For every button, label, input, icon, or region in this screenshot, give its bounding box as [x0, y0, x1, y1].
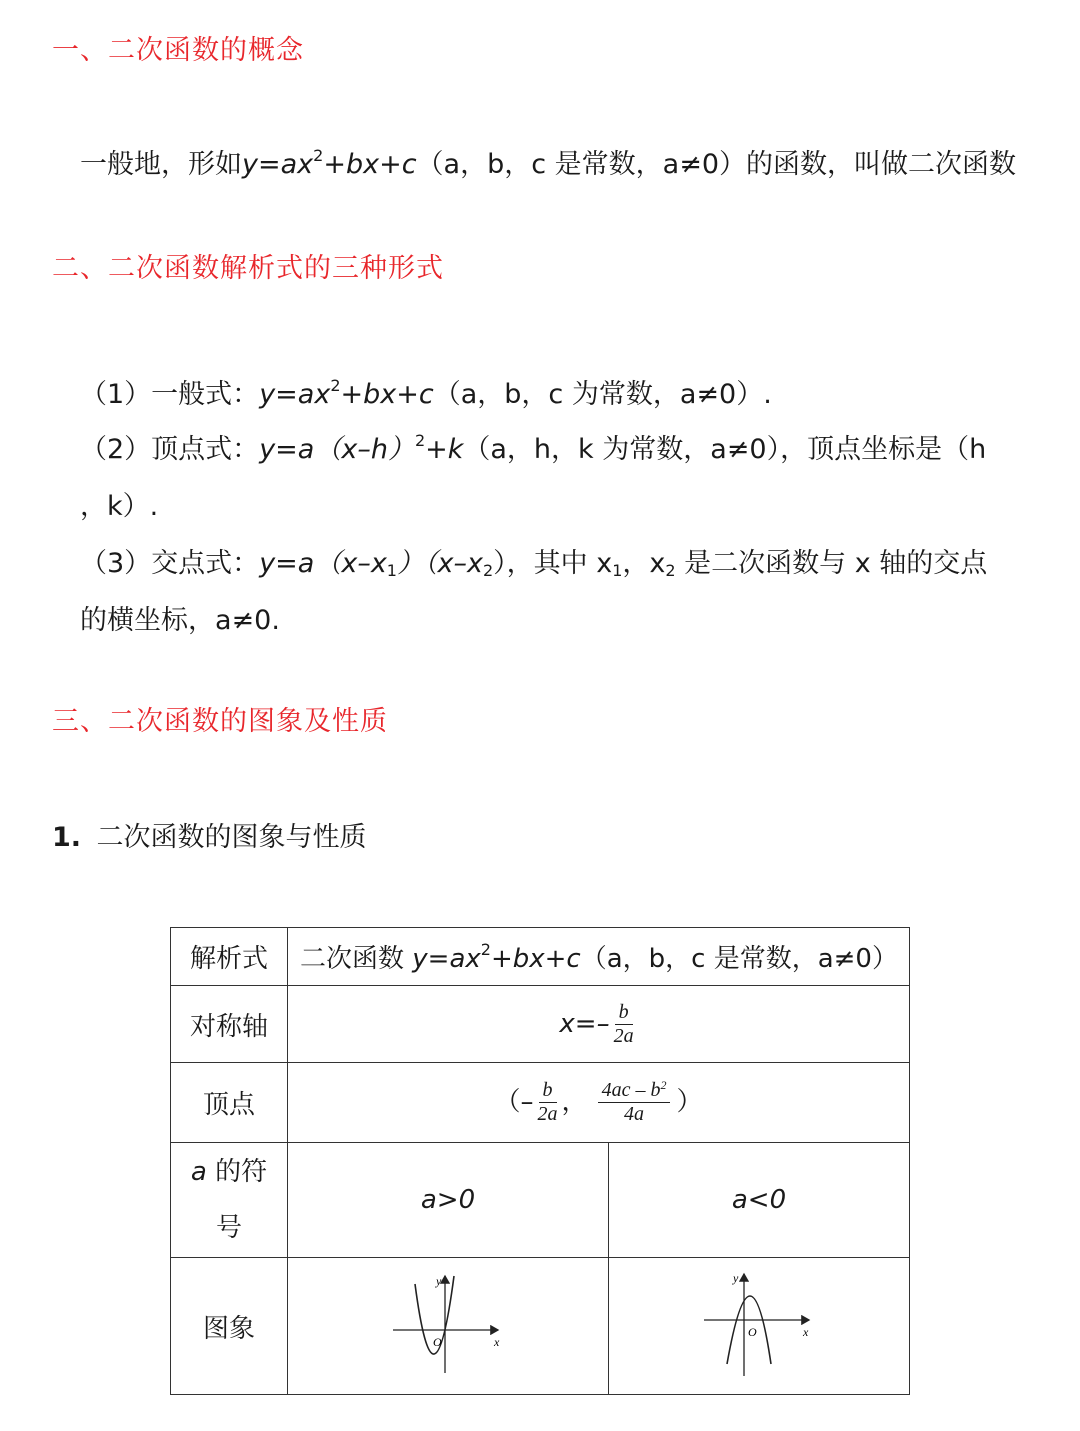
- form-intercept-tail: 是二次函数与 x 轴的交点: [675, 548, 988, 579]
- cell-formula-tail: （a，b，c 是常数，a≠0）: [580, 944, 898, 974]
- form-general-exp: 2: [330, 376, 341, 395]
- cell-formula: [288, 928, 910, 986]
- section-title-2: 二、二次函数解析式的三种形式: [52, 253, 444, 284]
- y-label: y: [436, 1273, 442, 1288]
- table-row-formula: [171, 928, 910, 986]
- cell-head-vertex: 顶点: [171, 1063, 288, 1143]
- axis-num: b: [615, 1001, 633, 1025]
- cell-head-formula: 解析式: [171, 928, 288, 986]
- form-intercept-f: y=a（x–x: [259, 548, 387, 579]
- table-row-sign: [171, 1143, 910, 1258]
- vertex-n2: 4ac – b: [601, 1079, 661, 1101]
- table-row-vertex: [171, 1063, 910, 1143]
- subsection-number: 1.: [52, 822, 82, 853]
- sign-pos: a>0: [420, 1185, 476, 1215]
- form-vertex-f1: y=a（x–h）: [259, 434, 415, 465]
- cell-graph-neg: [609, 1258, 910, 1395]
- axis-lhs: x=–: [559, 1008, 610, 1039]
- form-intercept-m: ）（x–x: [396, 548, 483, 579]
- section-title-3: 三、二次函数的图象及性质: [52, 706, 388, 737]
- cell-graph-pos: [288, 1258, 609, 1395]
- form-intercept-line2: 的横坐标，a≠0.: [80, 605, 280, 636]
- concept-condition: （a，b，c 是常数，a≠0）: [416, 149, 747, 180]
- cell-formula-prefix: 二次函数: [300, 944, 413, 974]
- concept-paragraph: [80, 142, 1016, 181]
- vertex-open: （–: [494, 1087, 534, 1117]
- concept-prefix: 一般地，形如: [80, 149, 242, 180]
- concept-exp: 2: [313, 146, 324, 165]
- x-label: x: [803, 1324, 809, 1339]
- form-intercept-s3: 1: [612, 561, 623, 580]
- x-label: x: [494, 1334, 500, 1349]
- form-general-label: （1）一般式：: [80, 379, 260, 410]
- cell-head-graph: 图象: [171, 1258, 288, 1395]
- cell-axis: [288, 986, 910, 1063]
- form-vertex: [80, 427, 986, 466]
- sign-neg: a<0: [731, 1185, 787, 1215]
- form-vertex-tail: （a，h，k 为常数，a≠0），顶点坐标是（h: [463, 434, 987, 465]
- form-vertex-label: （2）顶点式：: [80, 434, 260, 465]
- vertex-frac1: [534, 1079, 562, 1126]
- vertex-d1: 2a: [537, 1103, 558, 1125]
- subsection-text: 二次函数的图象与性质: [96, 822, 367, 853]
- cell-vertex: [288, 1063, 910, 1143]
- properties-table: [170, 927, 910, 1395]
- form-vertex-line2: ，k）.: [80, 491, 159, 522]
- cell-formula-exp: 2: [480, 940, 491, 959]
- graph-upward-parabola: [388, 1268, 508, 1378]
- origin-label: O: [748, 1324, 757, 1339]
- vertex-comma: ，: [561, 1087, 588, 1117]
- form-intercept-s4: 2: [665, 561, 676, 580]
- cell-formula-f1: y=ax: [412, 944, 481, 974]
- vertex-close: ）: [676, 1087, 703, 1117]
- form-intercept-s2: 2: [482, 561, 494, 580]
- form-general: [80, 372, 772, 411]
- vertex-n2exp: 2: [660, 1078, 667, 1092]
- concept-formula: y=ax: [242, 149, 314, 180]
- axis-fraction: [610, 1001, 638, 1048]
- form-intercept-s1: 1: [386, 561, 397, 580]
- table-row-axis: [171, 986, 910, 1063]
- form-intercept-m3: ，x: [622, 548, 666, 579]
- cell-head-sign: a 的符 号: [171, 1143, 288, 1258]
- form-general-f2: +bx+c: [340, 379, 434, 410]
- form-intercept-label: （3）交点式：: [80, 548, 260, 579]
- form-intercept: [80, 541, 987, 580]
- vertex-n1: b: [539, 1079, 557, 1103]
- form-vertex-f2: +k: [425, 434, 464, 465]
- origin-label: O: [433, 1334, 442, 1349]
- y-label: y: [733, 1270, 739, 1285]
- cell-head-axis: 对称轴: [171, 986, 288, 1063]
- cell-sign-neg: [609, 1143, 910, 1258]
- vertex-d2: 4a: [624, 1103, 644, 1125]
- vertex-frac2: [598, 1079, 671, 1126]
- axis-den: 2a: [613, 1024, 634, 1047]
- subsection-title: [52, 815, 366, 854]
- form-general-f1: y=ax: [259, 379, 331, 410]
- concept-suffix: 的函数，叫做二次函数: [746, 149, 1017, 180]
- form-general-tail: （a，b，c 为常数，a≠0）.: [433, 379, 772, 410]
- section-title-1: 一、二次函数的概念: [52, 35, 304, 66]
- cell-formula-f2: +bx+c: [490, 944, 581, 974]
- form-vertex-exp: 2: [414, 431, 426, 450]
- cell-sign-pos: [288, 1143, 609, 1258]
- form-intercept-m2: ），其中 x: [493, 548, 613, 579]
- graph-downward-parabola: [699, 1268, 819, 1378]
- table-row-graph: [171, 1258, 910, 1395]
- concept-formula-rest: +bx+c: [323, 149, 417, 180]
